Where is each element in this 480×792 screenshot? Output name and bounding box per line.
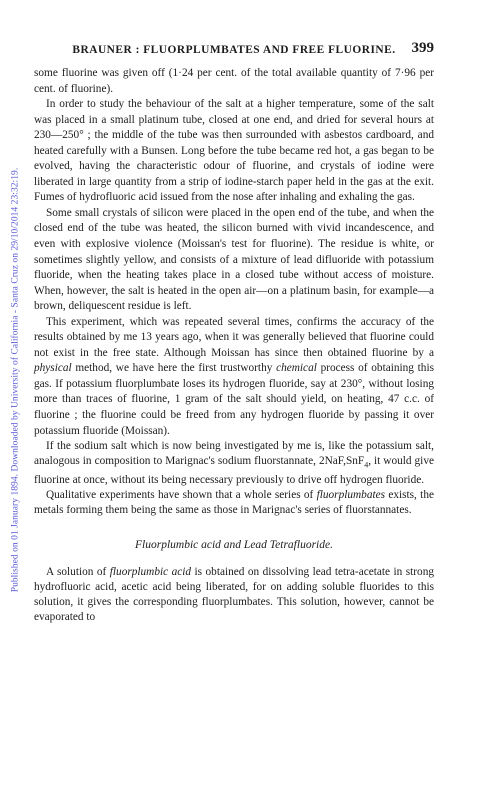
paragraph-silicon-test: Some small crystals of silicon were placed in the open end of the tube, and when the closed end of the tube was heated, the silicon burned with vivid incandescence, and even with explosive violence (Moissan's test for fluorine). The residue is white, or sometimes slightly yellow, and consists of a mixture of lead difluoride with potassium fluoride, when the heating takes place in a closed tube without access of moisture. When, however, the salt is heated in the open air—on a platinum basin, for example—a brown, deliquescent residue is left. — [34, 206, 434, 313]
page-number: 399 — [411, 40, 434, 56]
running-head — [34, 40, 434, 66]
qualitative-emphasis: fluorplumbates — [316, 489, 386, 502]
experiment-text-c: method, we have here the first trustworthy — [71, 362, 277, 375]
article-page — [34, 40, 435, 625]
paragraph-sodium-salt — [34, 439, 434, 488]
paragraph-high-temperature: In order to study the behaviour of the salt at a higher temperature, some of the salt was placed in a small platinum tube, closed at one end, and dried for several hours at 230—250° ; the middle of the tube was then surrounded with asbestos cardboard, and heated carefully with a Bunsen. Long before the tube became red hot, a gas began to be evolved, having the characteristic odour of fluorine, and crystals of iodine were liberated in large quantity from a strip of iodine-starch paper held in the gas at the exit. Fumes of hydrofluoric acid issued from the nose after inhaling and exhaling the gas. — [34, 98, 434, 204]
final-emphasis: fluorplumbic acid — [109, 565, 192, 578]
sodium-text-a: If the sodium salt which is now being investigated by me is, like the potassium salt, analogous in composition to Marignac's sodium fluorstannate, 2NaF,SnF — [34, 440, 434, 468]
experiment-text-a: This experiment, which was repeated several times, confirms the accuracy of the results obtained by me 13 years ago, when it was generally believed that fluorine could not exist in the free state. Although Moissan has since then obtained fluorine by a — [34, 315, 434, 359]
running-title: BRAUNER : FLUORPLUMBATES AND FREE FLUORINE. — [72, 44, 396, 56]
sodium-formula-subscript: 4 — [364, 460, 369, 470]
qualitative-text-a: Qualitative experiments have shown that a whole series of — [46, 489, 317, 502]
download-watermark-text: Published on 01 January 1894. Downloaded by University of California - Santa Cruz on 29/10/2014 23:32:19. — [10, 167, 21, 593]
experiment-text-e: process of obtaining this gas. If potassium fluorplumbate loses its hydrogen fluoride, say at 230°, without losing more than traces of fluorine, 1 gram of the salt should yield, on heating, 47 c.c. of fluorine ; the fluorine could be freed from any hydrogen fluoride by passing it over potassium fluoride (Moissan). — [34, 362, 434, 437]
paragraph-experiment — [34, 315, 434, 439]
paragraph-qualitative — [34, 488, 434, 518]
sodium-text-b: , it would give fluorine at once, without its being necessary previously to drive off hydrogen fluoride. — [34, 455, 434, 487]
final-text-c: is obtained on dissolving lead tetra-acetate in strong hydrofluoric acid, acetic acid being liberated, for on adding soluble fluorides to this solution, it gives the corresponding fluorplumbates. This solution, however, cannot be evaporated to — [34, 565, 435, 623]
section-heading: Fluorplumbic acid and Lead Tetrafluoride. — [135, 538, 333, 551]
paragraph-continued: some fluorine was given off (1·24 per cent. of the total available quantity of 7·96 per cent. of fluorine). — [34, 67, 434, 95]
paragraph-fluorplumbic-acid — [34, 565, 434, 625]
download-watermark — [9, 30, 21, 730]
final-text-a: A solution of — [46, 565, 110, 578]
experiment-emphasis-chemical: chemical — [276, 362, 317, 375]
experiment-emphasis-physical: physical — [34, 362, 72, 375]
qualitative-text-c: exists, the metals forming them being the same as those in Marignac's series of fluorstannates. — [34, 489, 434, 516]
